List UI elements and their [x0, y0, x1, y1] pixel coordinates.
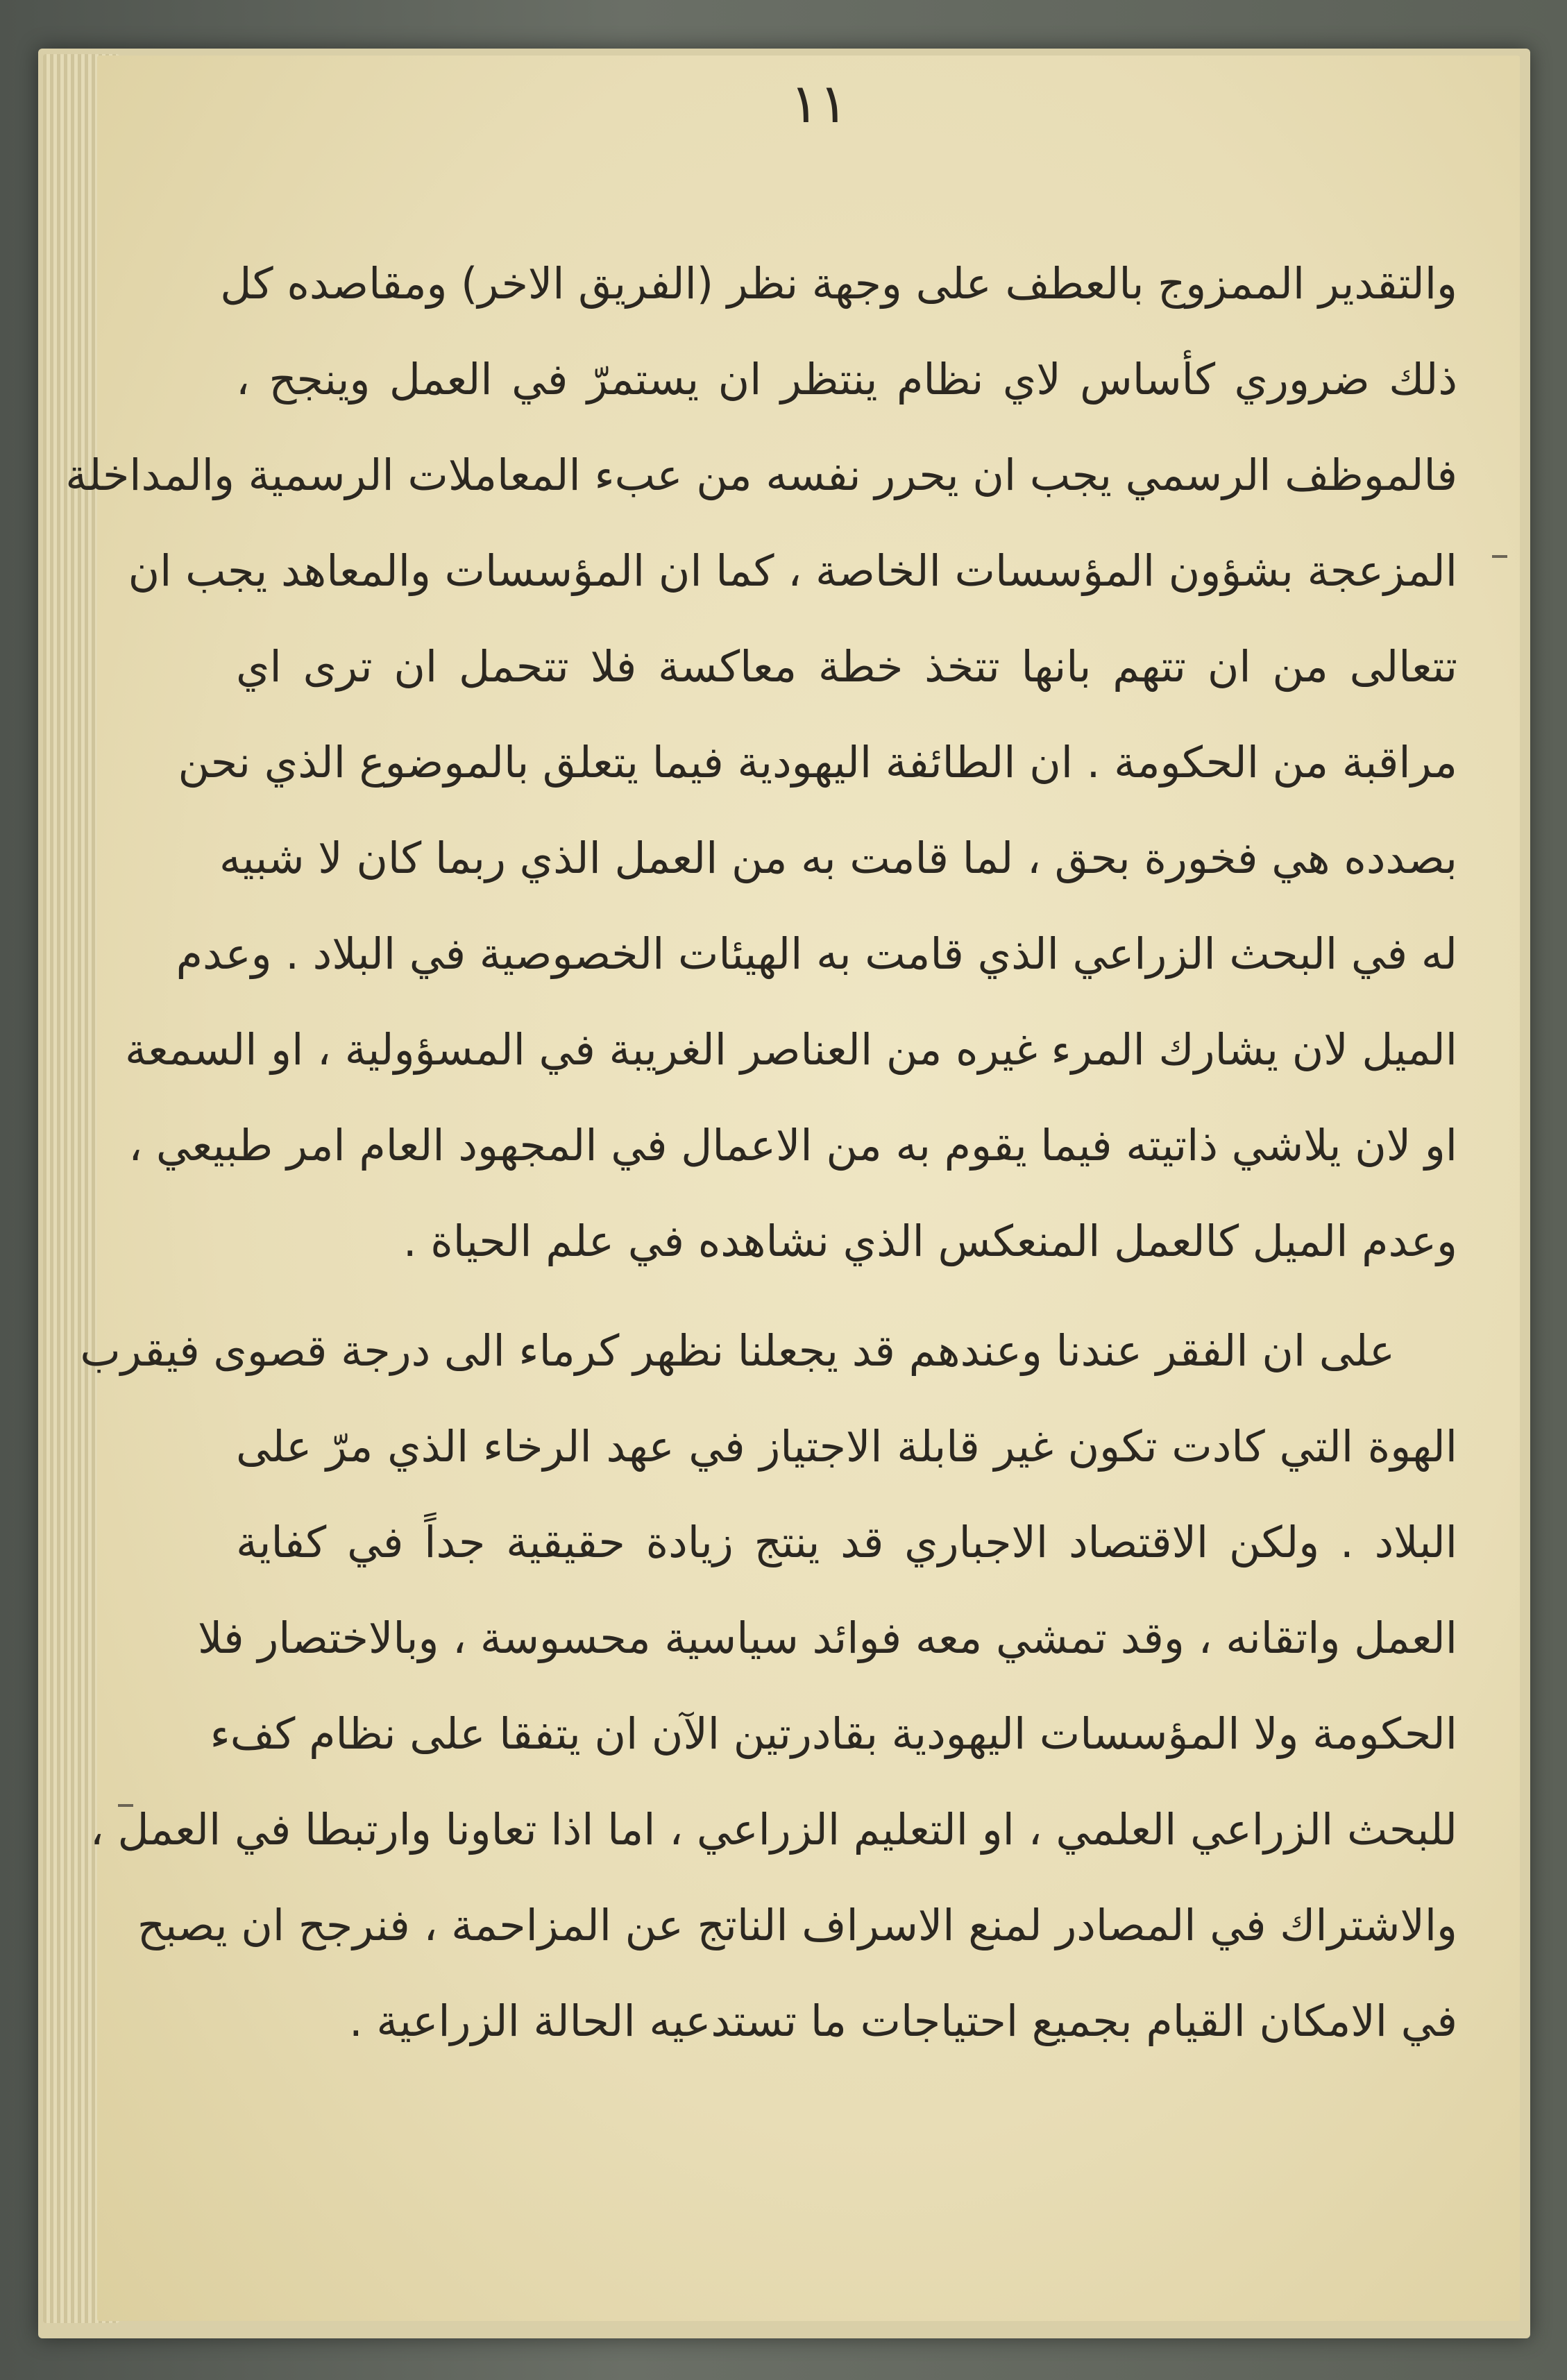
text-line: ذلك ضروري كأساس لاي نظام ينتظر ان يستمرّ في العمل وينجح ،: [236, 354, 1457, 405]
text-line: والاشتراك في المصادر لمنع الاسراف الناتج عن المزاحمة ، فنرجح ان يصبح: [137, 1900, 1457, 1950]
text-line: والتقدير الممزوج بالعطف على وجهة نظر (الفريق الاخر) ومقاصده كل: [220, 258, 1457, 309]
text-line: الميل لان يشارك المرء غيره من العناصر الغريبة في المسؤولية ، او السمعة: [125, 1024, 1457, 1075]
paragraph-1: [65, 236, 1457, 1289]
text-line: الهوة التي كادت تكون غير قابلة الاجتياز في عهد الرخاء الذي مرّ على: [236, 1421, 1457, 1472]
text-line: في الامكان القيام بجميع احتياجات ما تستدعيه الحالة الزراعية .: [348, 1996, 1457, 2046]
paragraph-2: [80, 1303, 1457, 2069]
text-line: للبحث الزراعي العلمي ، او التعليم الزراعي ، اما اذا تعاونا وارتبطا في العمل ،: [90, 1804, 1457, 1855]
text-line: البلاد . ولكن الاقتصاد الاجباري قد ينتج زيادة حقيقية جداً في كفاية: [236, 1517, 1457, 1567]
text-line: مراقبة من الحكومة . ان الطائفة اليهودية فيما يتعلق بالموضوع الذي نحن: [178, 737, 1457, 788]
text-line: بصدده هي فخورة بحق ، لما قامت به من العمل الذي ربما كان لا شبيه: [219, 833, 1457, 883]
paragraph-separator: [236, 1289, 1457, 1303]
text-line: له في البحث الزراعي الذي قامت به الهيئات الخصوصية في البلاد . وعدم: [176, 928, 1457, 979]
page-number: ١١: [790, 73, 848, 135]
body-text: [65, 236, 1457, 2069]
text-line: او لان يلاشي ذاتيته فيما يقوم به من الاعمال في المجهود العام امر طبيعي ،: [128, 1120, 1457, 1171]
text-line: تتعالى من ان تتهم بانها تتخذ خطة معاكسة فلا تتحمل ان ترى اي: [236, 641, 1457, 692]
text-line: المزعجة بشؤون المؤسسات الخاصة ، كما ان المؤسسات والمعاهد يجب ان: [128, 545, 1457, 596]
text-line: وعدم الميل كالعمل المنعكس الذي نشاهده في علم الحياة .: [403, 1216, 1457, 1266]
text-line: العمل واتقانه ، وقد تمشي معه فوائد سياسية محسوسة ، وبالاختصار فلا: [198, 1613, 1457, 1663]
text-line: على ان الفقر عندنا وعندهم قد يجعلنا نظهر كرماء الى درجة قصوى فيقرب: [80, 1325, 1395, 1376]
margin-mark: [1492, 555, 1507, 558]
text-line: الحكومة ولا المؤسسات اليهودية بقادرتين الآن ان يتفقا على نظام كفء: [210, 1708, 1457, 1759]
text-line: فالموظف الرسمي يجب ان يحرر نفسه من عبء المعاملات الرسمية والمداخلة: [65, 450, 1457, 500]
